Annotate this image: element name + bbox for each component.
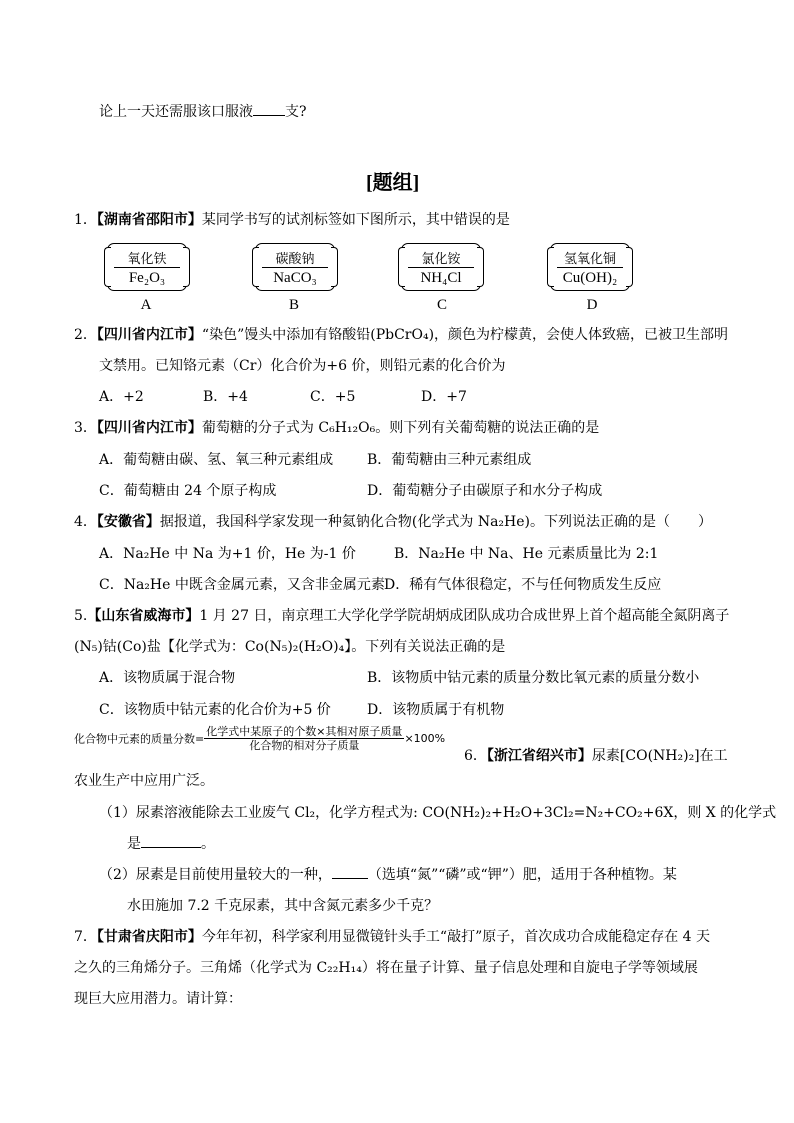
intro-line: 论上一天还需服该口服液 支? — [99, 104, 307, 120]
question-5-line2: (N₅)钴(Co)盐【化学式为：Co(N₅)₂(H₂O)₄】。下列有关说法正确的是 — [74, 639, 506, 655]
answer-blank[interactable] — [253, 115, 285, 116]
answer-blank[interactable] — [332, 878, 368, 879]
option-letter-b: B — [288, 297, 299, 313]
q2-option-d[interactable]: D．+7 — [421, 389, 467, 405]
q5-option-b[interactable]: B．该物质中钴元素的质量分数比氧元素的质量分数小 — [367, 670, 700, 686]
q5-option-c[interactable]: C．该物质中钴元素的化合价为+5 价 — [99, 702, 331, 718]
question-5-line1: 5.【山东省威海市】1 月 27 日，南京理工大学化学学院胡炳成团队成功合成世界上首个超高能全氮阴离子 — [74, 608, 730, 624]
question-6-line2: 农业生产中应用广泛。 — [74, 773, 214, 789]
q2-option-a[interactable]: A．+2 — [99, 389, 144, 405]
q4-option-d[interactable]: D．稀有气体很稳定，不与任何物质发生反应 — [384, 577, 662, 593]
question-2-line2: 文禁用。已知铬元素（Cr）化合价为+6 价，则铅元素的化合价为 — [99, 358, 506, 374]
question-7-line3: 现巨大应用潜力。请计算： — [74, 991, 242, 1007]
question-6-part2: （2）尿素是目前使用量较大的一种， （选填“氮”“磷”或“钾”）肥，适用于各种植物。某 — [99, 867, 677, 883]
q2-option-b[interactable]: B．+4 — [203, 389, 248, 405]
q3-option-c[interactable]: C．葡萄糖由 24 个原子构成 — [99, 483, 277, 499]
section-title: [题组] — [366, 172, 420, 194]
question-6-line1: 6．【浙江省绍兴市】尿素[CO(NH₂)₂]在工 — [464, 748, 728, 764]
question-7-line1: 7．【甘肃省庆阳市】今年年初，科学家利用显微镜针头手工“敲打”原子，首次成功合成能稳定存在 4 天 — [74, 929, 711, 945]
question-1: 1．【湖南省邵阳市】某同学书写的试剂标签如下图所示，其中错误的是 — [74, 212, 510, 228]
q5-option-d[interactable]: D．该物质属于有机物 — [367, 702, 505, 718]
reagent-label-a: 氧化铁 Fe₂O₃ — [107, 243, 187, 291]
mass-fraction-formula: 化合物中元素的质量分数= $\frac{\text{化学式中某原子的个数×其相对原子质量}}{\text{化合物的相对分子质量}}$ ×100% — [74, 725, 446, 752]
question-6-part1-answer: 是 。 — [127, 836, 215, 852]
question-6-part1: （1）尿素溶液能除去工业废气 Cl₂，化学方程式为: CO(NH₂)₂+H₂O+3Cl₂=N₂+CO₂+6X，则 X 的化学式 — [99, 805, 777, 821]
reagent-label-c: 氯化铵 NH₄Cl — [401, 243, 481, 291]
q4-option-b[interactable]: B．Na₂He 中 Na、He 元素质量比为 2:1 — [394, 546, 659, 562]
option-letter-c: C — [436, 297, 447, 313]
q4-option-a[interactable]: A．Na₂He 中 Na 为+1 价，He 为-1 价 — [99, 546, 356, 562]
question-7-line2: 之久的三角烯分子。三角烯（化学式为 C₂₂H₁₄）将在量子计算、量子信息处理和自旋电子学等领域展 — [74, 960, 698, 976]
q5-option-a[interactable]: A．该物质属于混合物 — [99, 670, 236, 686]
question-2-line1: 2．【四川省内江市】“染色”馒头中添加有铬酸铅(PbCrO₄)，颜色为柠檬黄，会使人体致癌，已被卫生部明 — [74, 327, 729, 343]
q3-option-d[interactable]: D．葡萄糖分子由碳原子和水分子构成 — [367, 483, 603, 499]
question-4: 4．【安徽省】据报道，我国科学家发现一种氦钠化合物(化学式为 Na₂He)。下列说法正确的是（ ） — [74, 514, 712, 530]
q3-option-a[interactable]: A．葡萄糖由碳、氢、氧三种元素组成 — [99, 452, 334, 468]
option-letter-a: A — [140, 297, 152, 313]
q3-option-b[interactable]: B．葡萄糖由三种元素组成 — [367, 452, 532, 468]
question-3: 3．【四川省内江市】葡萄糖的分子式为 C₆H₁₂O₆。则下列有关葡萄糖的说法正确的是 — [74, 420, 600, 436]
reagent-label-b: 碳酸钠 NaCO₃ — [255, 243, 335, 291]
answer-blank[interactable] — [141, 847, 201, 848]
q4-option-c[interactable]: C．Na₂He 中既含金属元素，又含非金属元素 — [99, 577, 385, 593]
q2-option-c[interactable]: C．+5 — [310, 389, 356, 405]
option-letter-d: D — [586, 297, 598, 313]
reagent-label-d: 氢氧化铜 Cu(OH)₂ — [550, 243, 630, 291]
question-6-part2-line2: 水田施加 7.2 千克尿素，其中含氮元素多少千克？ — [127, 898, 439, 914]
